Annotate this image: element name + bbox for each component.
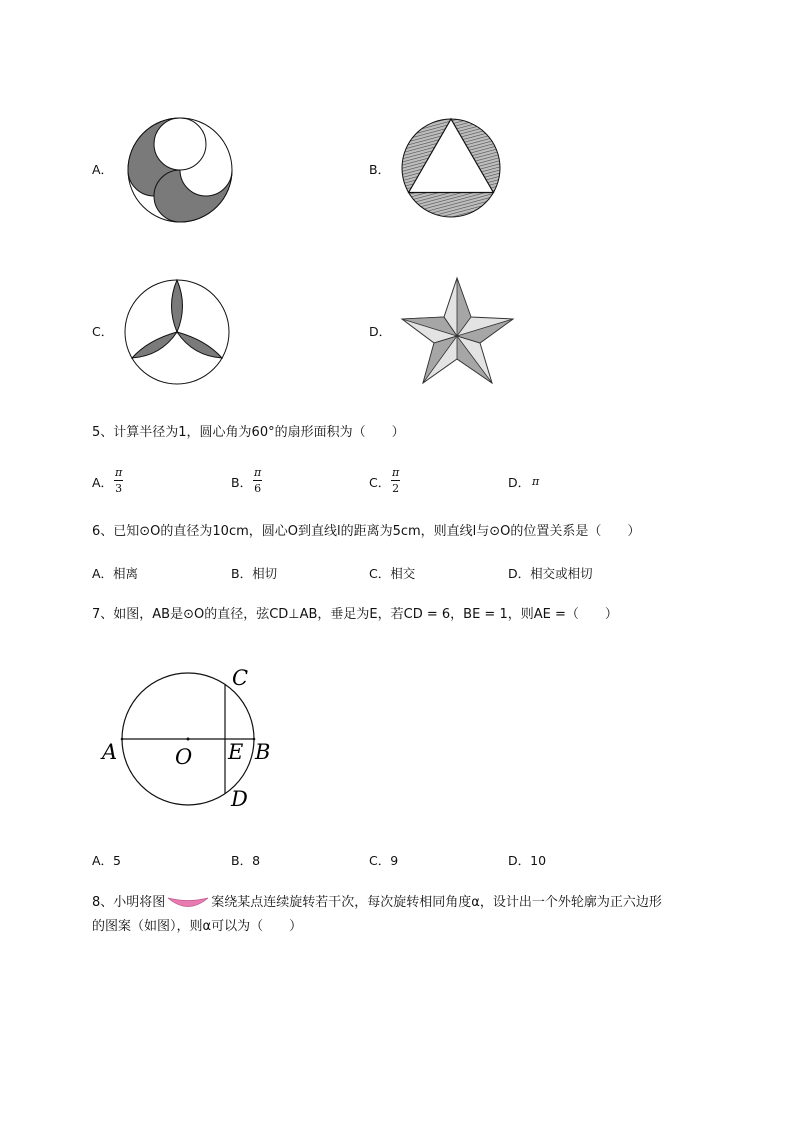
q5-option-b-fraction [253,466,262,495]
fraction-numerator: π [392,466,400,479]
q6-option-c: C．相交 [369,566,416,581]
q7-option-a: A．5 [92,853,122,868]
q5-option-c-label: C． [369,475,391,490]
option-a-figure [124,114,236,226]
q5-option-a-fraction [114,466,123,495]
option-a-label: A． [92,162,114,177]
center-point [187,738,190,741]
fraction-numerator: π [115,466,123,479]
q5-option-b-label: B． [231,475,253,490]
question-6-text: 6、已知⊙O的直径为10cm，圆心O到直线l的距离为5cm，则直线l与⊙O的位置关系是（ ） [92,524,641,539]
q7-circle-diagram [98,660,288,816]
point-label-o: O [175,745,193,769]
option-b-figure [399,116,503,220]
fraction-denominator: 3 [115,482,123,495]
option-c-label: C． [92,324,114,339]
question-8-text-after: 案绕某点连续旋转若干次，每次旋转相同角度α，设计出一个外轮廓为正六边形 [211,895,662,910]
option-d-figure [398,276,516,386]
q5-option-a-label: A． [92,475,114,490]
question-7-text: 7、如图，AB是⊙O的直径，弦CD⊥AB，垂足为E，若CD = 6，BE = 1，则AE =（ ） [92,607,618,622]
point-label-c: C [232,666,249,690]
option-b-label: B． [369,162,391,177]
fraction-denominator: 6 [254,482,262,495]
point-label-d: D [231,787,248,811]
q6-option-d: D．相交或相切 [508,566,593,581]
question-8-text-before: 8、小明将图 [92,895,166,910]
q7-option-c: C．9 [369,853,399,868]
option-d-label: D． [369,324,392,339]
q5-option-d-value: π [532,475,540,488]
q7-option-d: D．10 [508,853,547,868]
question-8-line-1 [92,893,662,913]
fraction-denominator: 2 [392,482,400,495]
pink-petal-pattern-icon [166,895,210,911]
q6-option-a: A．相离 [92,566,139,581]
point-label-e: E [228,740,244,764]
option-c-figure [122,277,232,387]
question-5-text: 5、计算半径为1，圆心角为60°的扇形面积为（ ） [92,425,405,440]
point-label-a: A [102,740,118,764]
q5-option-c-fraction [391,466,400,495]
question-8-line-2: 的图案（如图），则α可以为（ ） [92,919,303,934]
point-label-b: B [255,740,271,764]
q7-option-b: B．8 [231,853,261,868]
q5-option-d-label: D． [508,475,531,490]
fraction-numerator: π [254,466,262,479]
q6-option-b: B．相切 [231,566,278,581]
